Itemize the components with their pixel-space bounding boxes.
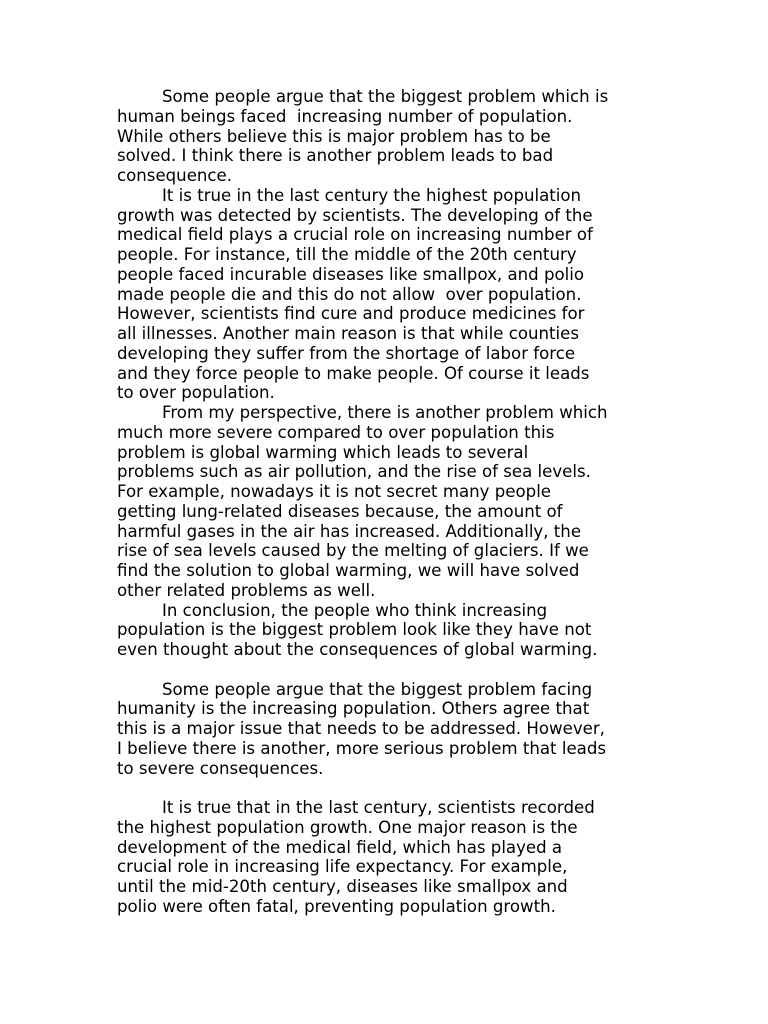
- text-line: However, scientists find cure and produce medicines for: [117, 304, 585, 324]
- text-line: developing they suffer from the shortage of labor force: [117, 343, 576, 363]
- text-line: It is true that in the last century, scientists recorded: [162, 798, 595, 817]
- text-line: medical field plays a crucial role on increasing number of: [117, 225, 593, 245]
- text-line: polio were often fatal, preventing population growth.: [117, 896, 556, 916]
- text-line: humanity is the increasing population. Others agree that: [117, 699, 590, 719]
- text-line: to over population.: [117, 383, 275, 403]
- text-line: find the solution to global warming, we will have solved: [117, 561, 580, 580]
- text-line: In conclusion, the people who think increasing: [162, 600, 548, 620]
- text-line: this is a major issue that needs to be addressed. However,: [117, 719, 605, 738]
- text-line: other related problems as well.: [117, 580, 376, 600]
- text-line: It is true in the last century the highest population: [162, 185, 582, 205]
- text-line: development of the medical field, which has played a: [117, 837, 563, 857]
- text-line: problems such as air pollution, and the rise of sea levels.: [117, 462, 591, 482]
- paragraph-spacer: [117, 778, 657, 798]
- text-line: Some people argue that the biggest problem which is: [162, 87, 609, 106]
- text-line: until the mid-20th century, diseases like smallpox and: [117, 877, 568, 896]
- text-line: consequence.: [117, 166, 233, 185]
- text-line: much more severe compared to over population this: [117, 422, 555, 442]
- text-line: population is the biggest problem look like they have not: [117, 620, 592, 640]
- text-line: human beings faced increasing number of population.: [117, 106, 573, 126]
- text-line: Some people argue that the biggest problem facing: [162, 679, 593, 699]
- text-line: getting lung-related diseases because, the amount of: [117, 501, 563, 521]
- text-line: the highest population growth. One major reason is the: [117, 817, 578, 837]
- text-line: all illnesses. Another main reason is that while counties: [117, 324, 579, 343]
- text-line: people. For instance, till the middle of the 20th century: [117, 245, 577, 264]
- text-line: even thought about the consequences of global warming.: [117, 640, 598, 659]
- text-line: problem is global warming which leads to several: [117, 442, 529, 462]
- text-line: While others believe this is major problem has to be: [117, 126, 551, 146]
- text-line: to severe consequences.: [117, 758, 324, 778]
- text-line: made people die and this do not allow over population.: [117, 284, 582, 304]
- text-line: For example, nowadays it is not secret many people: [117, 482, 552, 501]
- essay-text: [117, 87, 657, 917]
- text-line: From my perspective, there is another problem which: [162, 403, 608, 422]
- text-line: harmful gases in the air has increased. Additionally, the: [117, 521, 582, 541]
- text-line: and they force people to make people. Of course it leads: [117, 363, 590, 383]
- text-line: I believe there is another, more serious problem that leads: [117, 738, 606, 758]
- text-line: growth was detected by scientists. The developing of the: [117, 205, 593, 225]
- text-line: people faced incurable diseases like smallpox, and polio: [117, 264, 585, 284]
- text-line: crucial role in increasing life expectancy. For example,: [117, 857, 568, 877]
- text-line: rise of sea levels caused by the melting of glaciers. If we: [117, 541, 589, 561]
- paragraph-spacer: [117, 660, 657, 680]
- text-line: solved. I think there is another problem leads to bad: [117, 146, 554, 166]
